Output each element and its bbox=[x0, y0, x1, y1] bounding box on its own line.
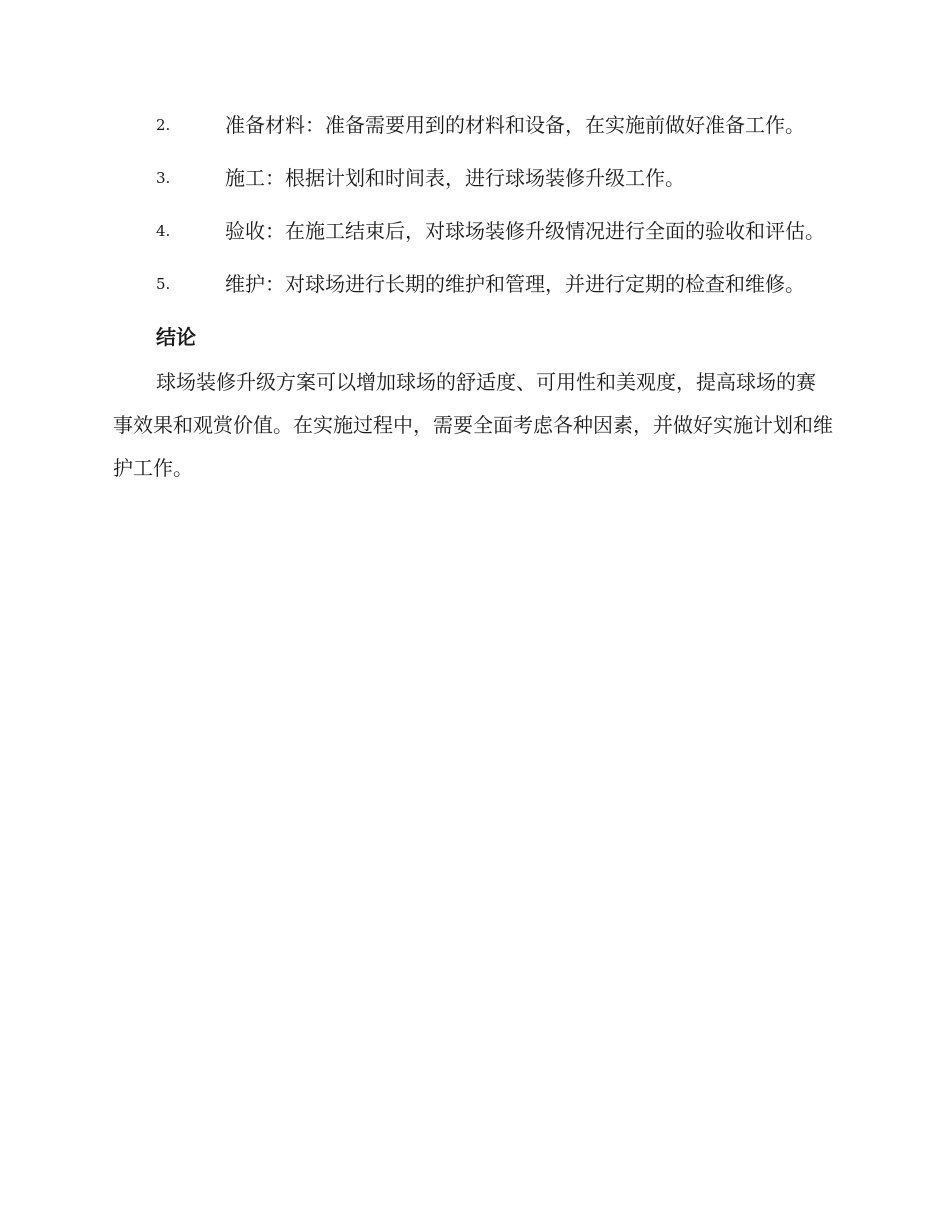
list-number: 5. bbox=[156, 275, 171, 293]
list-item-5 bbox=[113, 263, 835, 306]
list-number: 2. bbox=[156, 116, 171, 134]
list-item-4 bbox=[113, 210, 835, 253]
list-item-2 bbox=[113, 104, 835, 147]
list-number: 4. bbox=[156, 222, 171, 240]
list-number: 3. bbox=[156, 169, 171, 187]
document-body bbox=[113, 104, 835, 490]
list-item-text: 维护：对球场进行长期的维护和管理，并进行定期的检查和维修。 bbox=[225, 272, 805, 296]
list-item-text: 验收：在施工结束后，对球场装修升级情况进行全面的验收和评估。 bbox=[225, 219, 825, 243]
conclusion-paragraph: 球场装修升级方案可以增加球场的舒适度、可用性和美观度，提高球场的赛事效果和观赏价值。在实施过程中，需要全面考虑各种因素，并做好实施计划和维护工作。 bbox=[113, 370, 833, 480]
list-item-text: 施工：根据计划和时间表，进行球场装修升级工作。 bbox=[225, 166, 685, 190]
list-item-text: 准备材料：准备需要用到的材料和设备，在实施前做好准备工作。 bbox=[225, 113, 805, 137]
list-item-3 bbox=[113, 157, 835, 200]
conclusion-heading: 结论 bbox=[156, 325, 196, 349]
